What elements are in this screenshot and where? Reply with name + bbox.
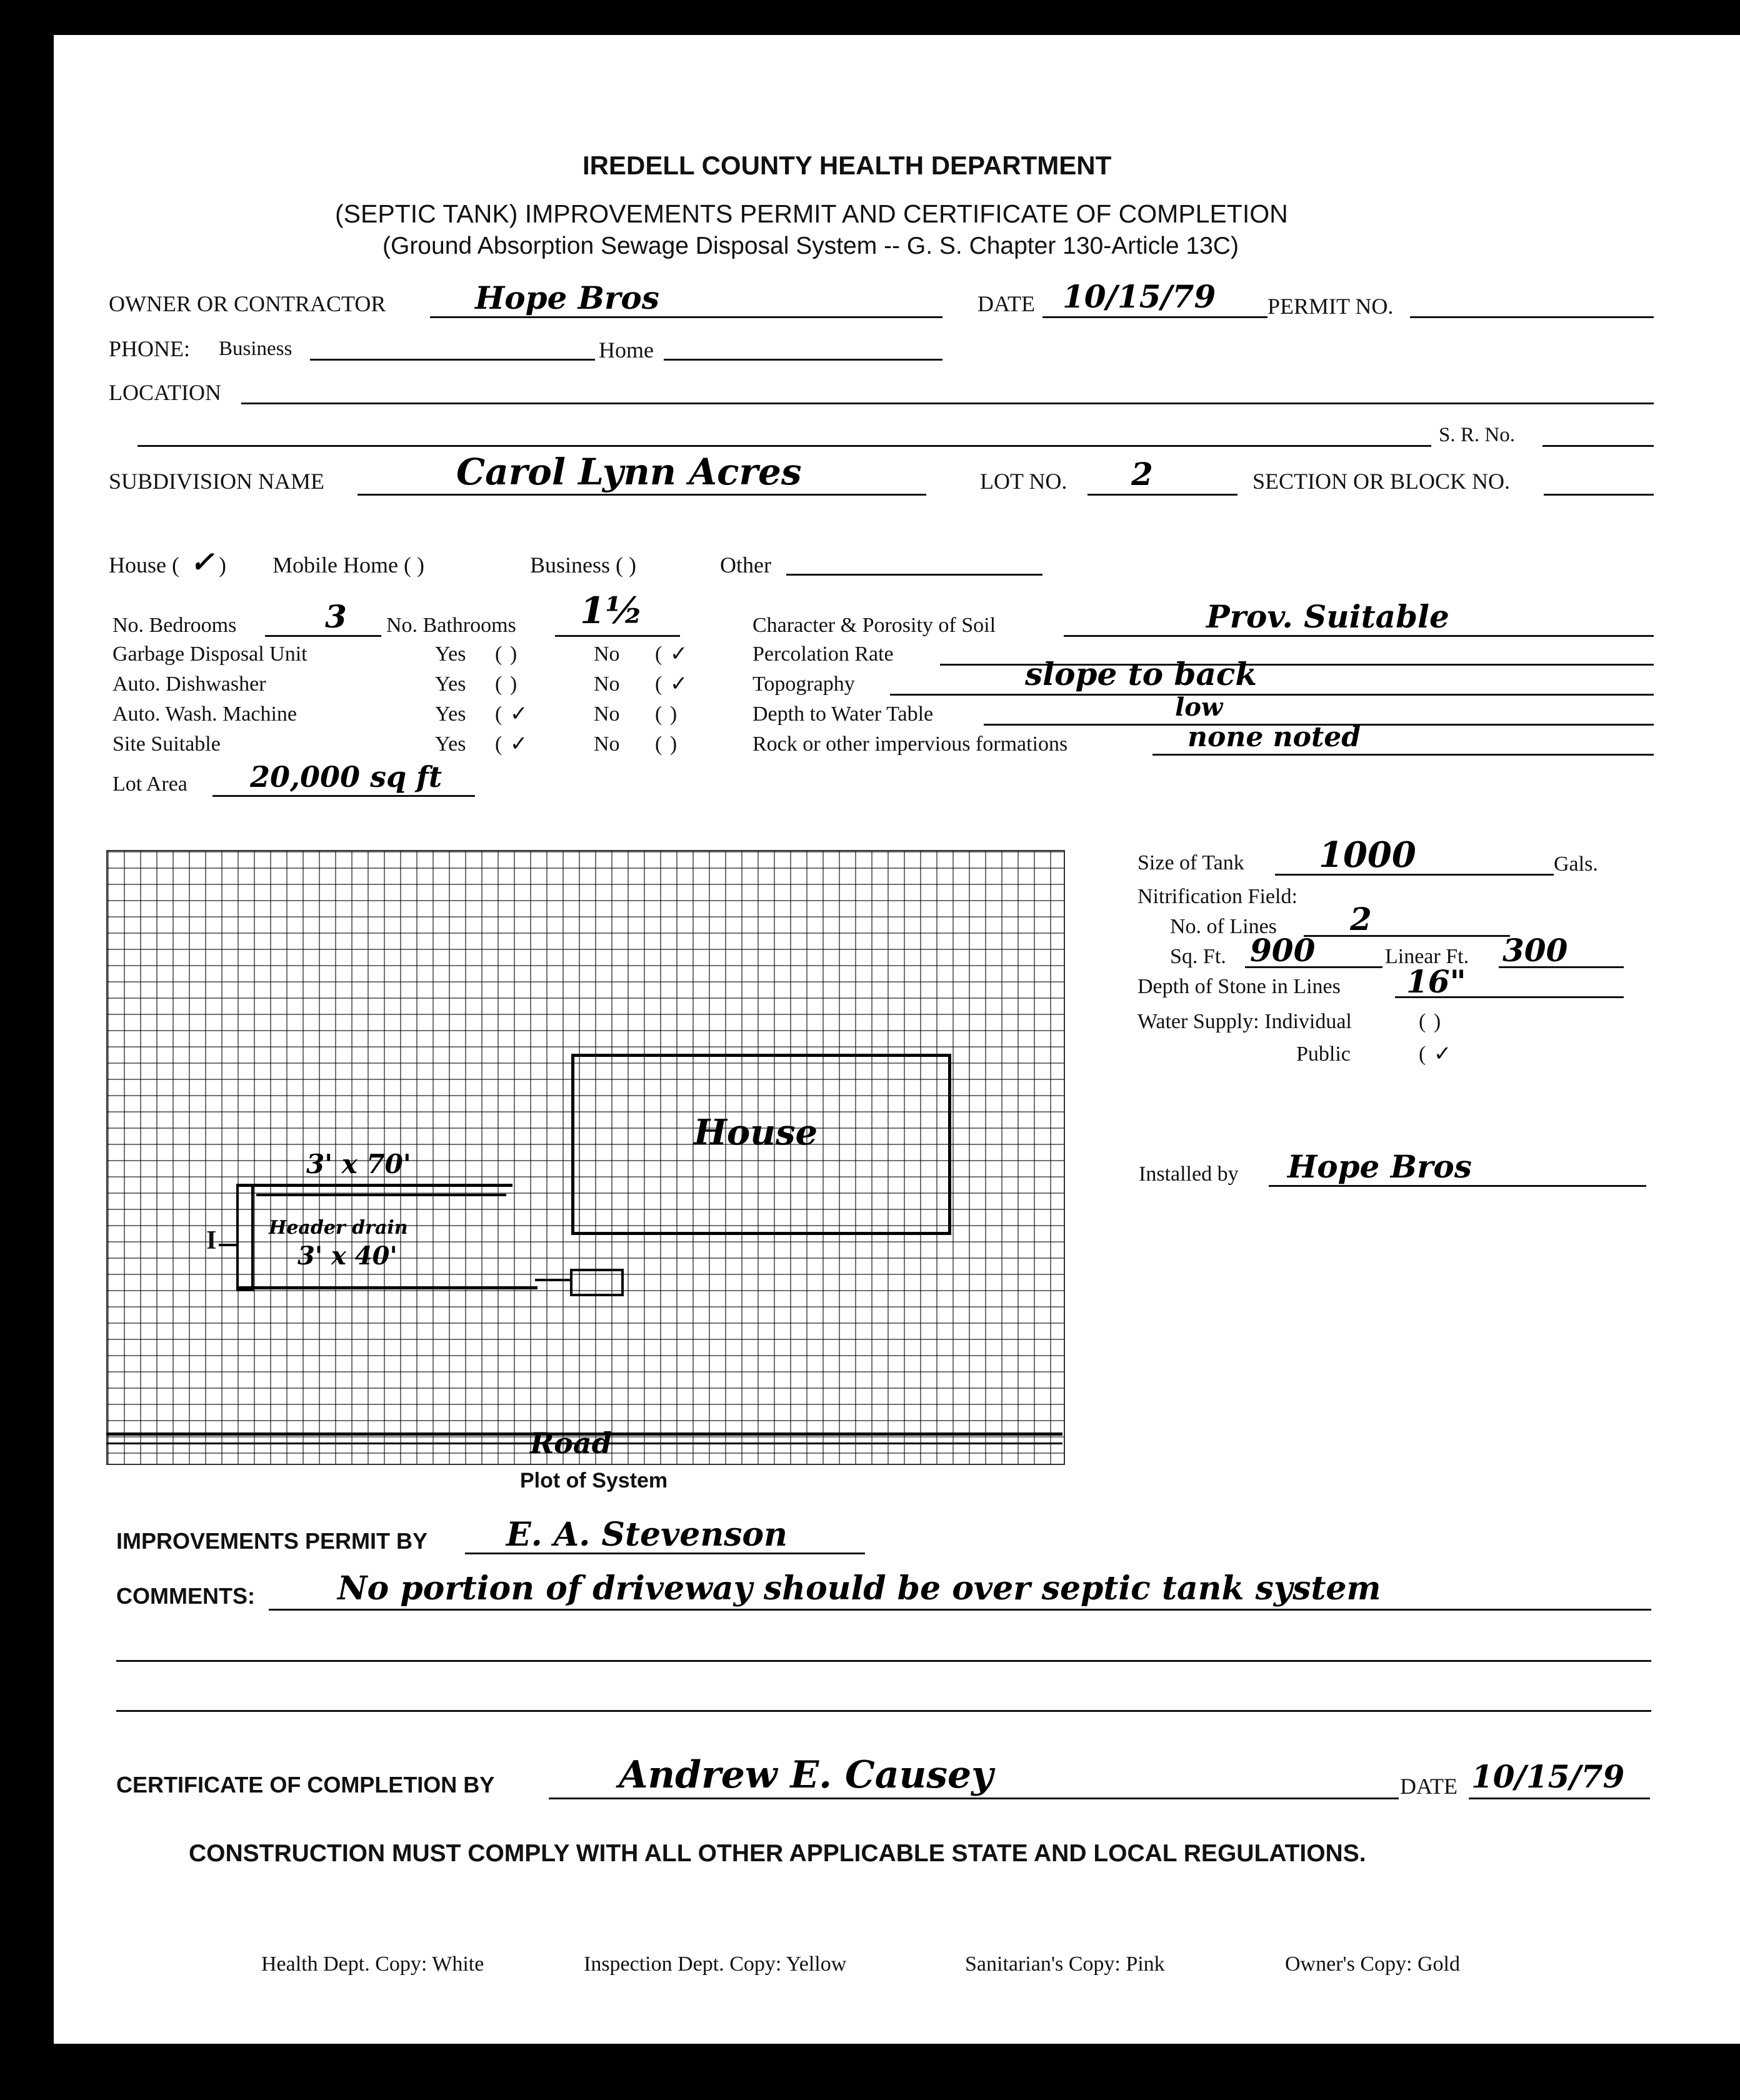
owner-copy: Owner's Copy: Gold (1285, 1952, 1461, 1976)
department-title: IREDELL COUNTY HEALTH DEPARTMENT (582, 151, 1112, 180)
yes-checkbox[interactable]: ( ✓ (495, 702, 529, 726)
permit-no-line[interactable] (1410, 316, 1654, 318)
permit-no-label: PERMIT NO. (1268, 294, 1394, 319)
yes-checkbox[interactable]: ( ) (495, 642, 519, 666)
lot-no-label: LOT NO. (980, 469, 1068, 494)
owner-value[interactable]: Hope Bros (475, 279, 659, 316)
inspection-dept-copy: Inspection Dept. Copy: Yellow (584, 1952, 847, 1976)
no-checkbox[interactable]: ( ✓ (655, 642, 689, 666)
bathrooms-label: No. Bathrooms (386, 614, 516, 637)
no-label: No (594, 702, 620, 726)
location-line-2[interactable] (138, 445, 1431, 447)
individual-checkbox[interactable]: ( ) (1419, 1010, 1442, 1033)
improvements-permit-label: IMPROVEMENTS PERMIT BY (116, 1528, 428, 1554)
check-row-label: Site Suitable (112, 732, 221, 756)
phone-business-label: Business (219, 338, 292, 360)
business-type-label[interactable]: Business ( ) (530, 552, 636, 578)
lines-label: No. of Lines (1170, 915, 1277, 938)
plot-marker: I (206, 1226, 217, 1255)
tank-size-label: Size of Tank (1138, 851, 1244, 874)
plot-caption: Plot of System (520, 1469, 668, 1492)
plot-road-label: Road (530, 1426, 612, 1460)
lot-no-line (1088, 494, 1238, 496)
no-label: No (594, 642, 620, 666)
no-label: No (594, 732, 620, 756)
lines-line (1304, 935, 1510, 937)
yes-label: Yes (435, 672, 466, 696)
rock-value[interactable]: none noted (1188, 721, 1361, 753)
phone-business-line[interactable] (310, 359, 595, 361)
soil-character-label: Character & Porosity of Soil (752, 614, 996, 637)
lot-no-value[interactable]: 2 (1131, 456, 1153, 492)
mobile-home-label[interactable]: Mobile Home ( ) (272, 552, 424, 578)
public-label: Public (1296, 1042, 1351, 1066)
location-line[interactable] (241, 402, 1654, 404)
drain-field-outline (236, 1184, 254, 1291)
water-table-label: Depth to Water Table (752, 702, 934, 726)
installed-by-value[interactable]: Hope Bros (1288, 1148, 1472, 1185)
yes-checkbox[interactable]: ( ) (495, 672, 519, 696)
sqft-label: Sq. Ft. (1170, 945, 1226, 968)
bedrooms-label: No. Bedrooms (112, 614, 237, 637)
stone-depth-label: Depth of Stone in Lines (1138, 975, 1341, 998)
section-block-label: SECTION OR BLOCK NO. (1252, 469, 1511, 494)
compliance-notice: CONSTRUCTION MUST COMPLY WITH ALL OTHER APPLICABLE STATE AND LOCAL REGULATIONS. (189, 1840, 1366, 1867)
linear-label: Linear Ft. (1385, 945, 1469, 968)
phone-label: PHONE: (109, 336, 191, 361)
drain-line-1b (256, 1194, 506, 1196)
lot-area-line (212, 795, 475, 797)
house-close: ) (219, 552, 226, 578)
percolation-label: Percolation Rate (752, 642, 894, 666)
sanitarian-copy: Sanitarian's Copy: Pink (965, 1952, 1165, 1976)
other-label: Other (720, 552, 771, 578)
yes-checkbox[interactable]: ( ✓ (495, 732, 529, 756)
nitrification-label: Nitrification Field: (1138, 885, 1298, 908)
subdivision-value[interactable]: Carol Lynn Acres (456, 451, 802, 493)
house-check[interactable]: ✓ (190, 545, 214, 579)
tank-size-value[interactable]: 1000 (1319, 834, 1416, 876)
sr-no-line[interactable] (1542, 445, 1654, 447)
rock-label: Rock or other impervious formations (752, 732, 1068, 756)
phone-home-label: Home (599, 338, 654, 362)
plot-line2-label: 3' x 40' (298, 1241, 398, 1271)
public-checkbox[interactable]: ( ✓ (1419, 1042, 1453, 1066)
soil-character-value[interactable]: Prov. Suitable (1206, 598, 1449, 635)
bedrooms-line (265, 635, 381, 637)
health-dept-copy: Health Dept. Copy: White (261, 1952, 484, 1976)
bedrooms-value[interactable]: 3 (325, 598, 347, 635)
plot-header-label: Header drain (269, 1217, 408, 1239)
other-line[interactable] (786, 574, 1042, 576)
drain-line-1 (238, 1184, 512, 1187)
soil-character-line (1064, 635, 1654, 637)
certificate-date-label: DATE (1400, 1774, 1458, 1799)
drain-line-2 (238, 1286, 538, 1289)
marker-stub (219, 1244, 238, 1246)
comments-value[interactable]: No portion of driveway should be over septic tank system (338, 1569, 1381, 1608)
yes-label: Yes (435, 732, 466, 756)
septic-tank-outline (570, 1269, 624, 1296)
installed-by-label: Installed by (1139, 1162, 1239, 1186)
date-value[interactable]: 10/15/79 (1062, 278, 1216, 315)
location-label: LOCATION (109, 380, 221, 405)
house-label: House ( (109, 552, 179, 578)
subdivision-line (358, 494, 926, 496)
check-row-label: Auto. Dishwasher (112, 672, 266, 696)
bathrooms-value[interactable]: 1½ (580, 589, 643, 632)
improvements-permit-value[interactable]: E. A. Stevenson (506, 1516, 788, 1554)
check-row-label: Auto. Wash. Machine (112, 702, 298, 726)
topography-value[interactable]: slope to back (1025, 656, 1257, 692)
certificate-date-value[interactable]: 10/15/79 (1471, 1758, 1625, 1795)
comments-line-1 (269, 1609, 1651, 1611)
bathrooms-line (555, 635, 680, 637)
certificate-date-line (1469, 1798, 1650, 1799)
certificate-line (549, 1798, 1399, 1799)
owner-line (430, 316, 942, 318)
stone-depth-value[interactable]: 16" (1406, 963, 1466, 1000)
certificate-label: CERTIFICATE OF COMPLETION BY (116, 1772, 495, 1798)
lot-area-label: Lot Area (112, 772, 188, 796)
certificate-value[interactable]: Andrew E. Causey (619, 1753, 994, 1797)
phone-home-line[interactable] (664, 359, 942, 361)
form-title: (SEPTIC TANK) IMPROVEMENTS PERMIT AND CERTIFICATE OF COMPLETION (335, 199, 1288, 228)
yes-label: Yes (435, 642, 466, 666)
yes-label: Yes (435, 702, 466, 726)
water-supply-label: Water Supply: Individual (1138, 1010, 1352, 1033)
water-table-value[interactable]: low (1175, 692, 1223, 722)
installed-by-line (1269, 1185, 1646, 1187)
no-label: No (594, 672, 620, 696)
sqft-value[interactable]: 900 (1250, 932, 1316, 969)
tank-connector (535, 1279, 570, 1281)
tank-size-unit: Gals. (1554, 852, 1598, 876)
date-label: DATE (978, 291, 1035, 316)
form-subtitle: (Ground Absorption Sewage Disposal System -- G. S. Chapter 130-Article 13C) (382, 232, 1239, 259)
owner-label: OWNER OR CONTRACTOR (109, 291, 386, 316)
no-checkbox[interactable]: ( ) (655, 732, 679, 756)
lines-value[interactable]: 2 (1350, 901, 1372, 938)
no-checkbox[interactable]: ( ✓ (655, 672, 689, 696)
plot-line1-label: 3' x 70' (306, 1149, 411, 1179)
lot-area-value[interactable]: 20,000 sq ft (250, 760, 442, 794)
plot-house-label: House (694, 1112, 818, 1153)
no-checkbox[interactable]: ( ) (655, 702, 679, 726)
comments-line-2[interactable] (116, 1660, 1651, 1662)
check-row-label: Garbage Disposal Unit (112, 642, 308, 666)
rock-line (1152, 754, 1654, 756)
section-block-line[interactable] (1544, 494, 1654, 496)
sr-no-label: S. R. No. (1439, 424, 1515, 446)
date-line (1042, 316, 1268, 318)
topography-label: Topography (752, 672, 855, 696)
subdivision-label: SUBDIVISION NAME (109, 469, 325, 494)
linear-value[interactable]: 300 (1502, 932, 1568, 969)
comments-label: COMMENTS: (116, 1583, 255, 1609)
topography-line (890, 694, 1654, 696)
comments-line-3[interactable] (116, 1710, 1651, 1712)
